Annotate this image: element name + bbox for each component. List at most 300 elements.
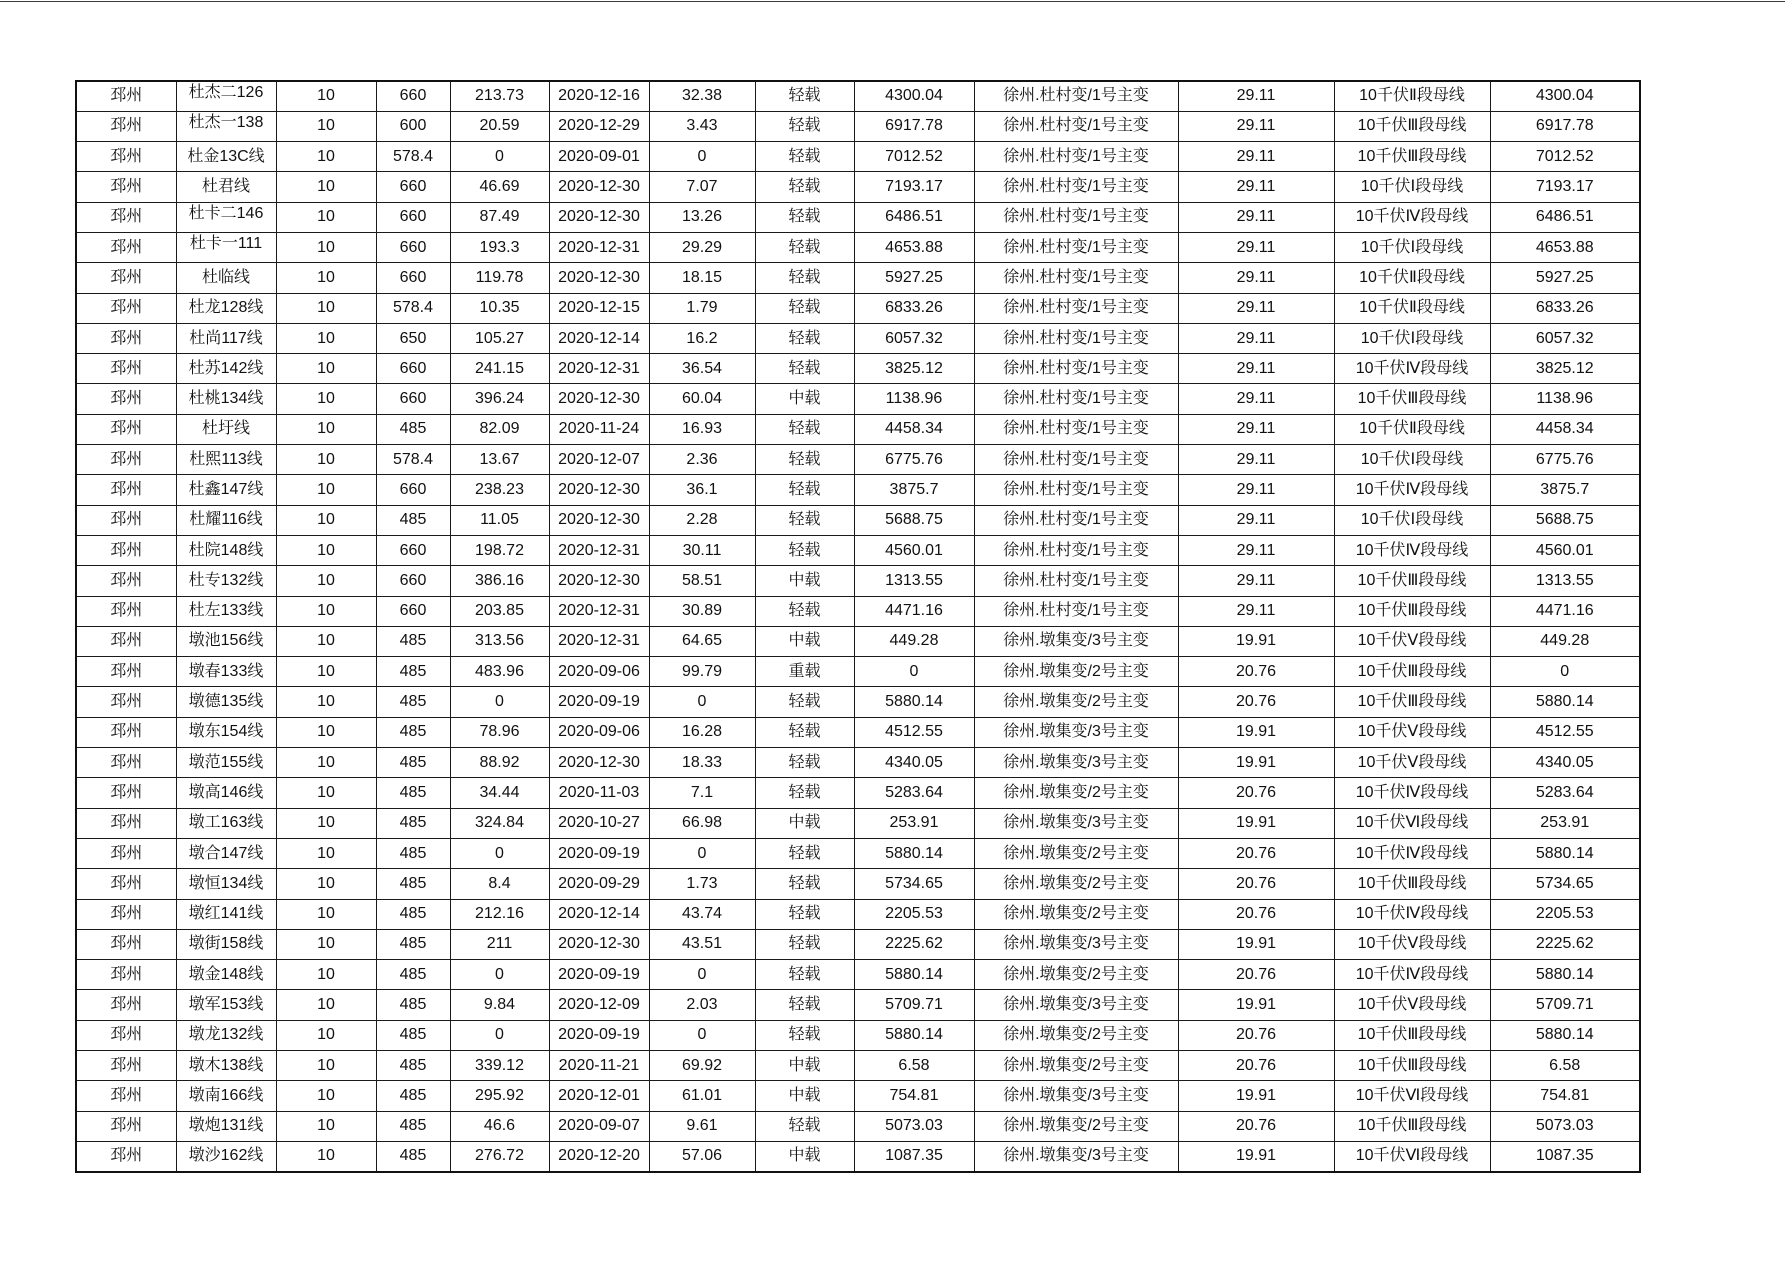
cell-transformer-load-rate: 19.91: [1178, 1141, 1334, 1171]
cell-substation-transformer: 徐州.墩集变/2号主变: [974, 687, 1178, 717]
cell-line-name: 杜龙128线: [176, 293, 276, 323]
cell-transformer-load-rate: 29.11: [1178, 111, 1334, 141]
cell-transformer-load-rate: 29.11: [1178, 535, 1334, 565]
cell-county: 邳州: [76, 717, 176, 747]
cell-substation-transformer: 徐州.杜村变/1号主变: [974, 172, 1178, 202]
cell-load-status: 轻载: [755, 717, 854, 747]
cell-substation-transformer: 徐州.墩集变/2号主变: [974, 960, 1178, 990]
cell-transformer-load-rate: 29.11: [1178, 566, 1334, 596]
cell-max-current: 20.59: [450, 111, 549, 141]
cell-transformer-load-rate: 20.76: [1178, 899, 1334, 929]
cell-line-name: 墩合147线: [176, 838, 276, 868]
table-row: [76, 263, 1640, 293]
cell-substation-transformer: 徐州.杜村变/1号主变: [974, 566, 1178, 596]
cell-bus-section: 10千伏Ⅱ段母线: [1334, 414, 1490, 444]
cell-available-capacity: 7012.52: [854, 142, 974, 172]
cell-peak-date: 2020-12-14: [549, 323, 649, 353]
cell-open-capacity: 4471.16: [1490, 596, 1640, 626]
cell-peak-date: 2020-12-30: [549, 263, 649, 293]
cell-county: 邳州: [76, 566, 176, 596]
cell-voltage: 10: [276, 929, 376, 959]
cell-available-capacity: 3875.7: [854, 475, 974, 505]
cell-voltage: 10: [276, 717, 376, 747]
cell-available-capacity: 4560.01: [854, 535, 974, 565]
cell-substation-transformer: 徐州.墩集变/3号主变: [974, 717, 1178, 747]
cell-rated-current: 485: [376, 838, 450, 868]
cell-available-capacity: 1138.96: [854, 384, 974, 414]
cell-bus-section: 10千伏Ⅱ段母线: [1334, 81, 1490, 111]
cell-county: 邳州: [76, 657, 176, 687]
cell-available-capacity: 6775.76: [854, 445, 974, 475]
cell-max-current: 88.92: [450, 748, 549, 778]
cell-load-rate: 18.33: [649, 748, 755, 778]
cell-peak-date: 2020-12-30: [549, 172, 649, 202]
cell-transformer-load-rate: 29.11: [1178, 323, 1334, 353]
cell-load-status: 轻载: [755, 232, 854, 262]
cell-peak-date: 2020-11-03: [549, 778, 649, 808]
cell-load-rate: 0: [649, 687, 755, 717]
cell-load-status: 轻载: [755, 960, 854, 990]
cell-voltage: 10: [276, 505, 376, 535]
cell-peak-date: 2020-12-31: [549, 596, 649, 626]
cell-county: 邳州: [76, 596, 176, 626]
cell-open-capacity: 5734.65: [1490, 869, 1640, 899]
cell-load-status: 中载: [755, 1141, 854, 1171]
cell-voltage: 10: [276, 384, 376, 414]
cell-line-name: 墩金148线: [176, 960, 276, 990]
cell-voltage: 10: [276, 293, 376, 323]
cell-available-capacity: 6833.26: [854, 293, 974, 323]
cell-voltage: 10: [276, 899, 376, 929]
cell-peak-date: 2020-09-19: [549, 1020, 649, 1050]
cell-voltage: 10: [276, 354, 376, 384]
cell-peak-date: 2020-10-27: [549, 808, 649, 838]
cell-load-rate: 18.15: [649, 263, 755, 293]
cell-rated-current: 485: [376, 929, 450, 959]
cell-available-capacity: 4512.55: [854, 717, 974, 747]
cell-peak-date: 2020-09-19: [549, 960, 649, 990]
cell-bus-section: 10千伏Ⅵ段母线: [1334, 1141, 1490, 1171]
table-row: [76, 899, 1640, 929]
cell-transformer-load-rate: 29.11: [1178, 384, 1334, 414]
cell-bus-section: 10千伏Ⅰ段母线: [1334, 445, 1490, 475]
cell-bus-section: 10千伏Ⅲ段母线: [1334, 657, 1490, 687]
cell-county: 邳州: [76, 202, 176, 232]
cell-load-status: 轻载: [755, 293, 854, 323]
cell-open-capacity: 449.28: [1490, 626, 1640, 656]
cell-open-capacity: 6486.51: [1490, 202, 1640, 232]
cell-available-capacity: 5880.14: [854, 838, 974, 868]
cell-max-current: 0: [450, 838, 549, 868]
cell-rated-current: 485: [376, 657, 450, 687]
cell-voltage: 10: [276, 263, 376, 293]
table-row: [76, 505, 1640, 535]
cell-line-name: 杜鑫147线: [176, 475, 276, 505]
cell-bus-section: 10千伏Ⅲ段母线: [1334, 596, 1490, 626]
cell-max-current: 119.78: [450, 263, 549, 293]
cell-load-status: 中载: [755, 808, 854, 838]
cell-load-status: 轻载: [755, 445, 854, 475]
cell-max-current: 34.44: [450, 778, 549, 808]
cell-county: 邳州: [76, 1081, 176, 1111]
cell-bus-section: 10千伏Ⅲ段母线: [1334, 142, 1490, 172]
cell-max-current: 11.05: [450, 505, 549, 535]
cell-peak-date: 2020-09-07: [549, 1111, 649, 1141]
cell-max-current: 0: [450, 1020, 549, 1050]
cell-line-name: 杜桃134线: [176, 384, 276, 414]
cell-rated-current: 485: [376, 990, 450, 1020]
cell-county: 邳州: [76, 445, 176, 475]
cell-substation-transformer: 徐州.墩集变/3号主变: [974, 990, 1178, 1020]
cell-voltage: 10: [276, 596, 376, 626]
cell-available-capacity: 1313.55: [854, 566, 974, 596]
cell-county: 邳州: [76, 323, 176, 353]
cell-transformer-load-rate: 20.76: [1178, 778, 1334, 808]
cell-substation-transformer: 徐州.墩集变/2号主变: [974, 1051, 1178, 1081]
cell-line-name: 墩南166线: [176, 1081, 276, 1111]
cell-line-name: 墩军153线: [176, 990, 276, 1020]
cell-county: 邳州: [76, 111, 176, 141]
cell-max-current: 324.84: [450, 808, 549, 838]
cell-line-name: 墩炮131线: [176, 1111, 276, 1141]
cell-load-rate: 0: [649, 838, 755, 868]
cell-load-status: 轻载: [755, 535, 854, 565]
cell-rated-current: 578.4: [376, 445, 450, 475]
cell-load-status: 中载: [755, 1051, 854, 1081]
table-row: [76, 808, 1640, 838]
cell-load-rate: 66.98: [649, 808, 755, 838]
cell-open-capacity: 4653.88: [1490, 232, 1640, 262]
cell-substation-transformer: 徐州.杜村变/1号主变: [974, 263, 1178, 293]
cell-open-capacity: 5880.14: [1490, 960, 1640, 990]
cell-bus-section: 10千伏Ⅲ段母线: [1334, 687, 1490, 717]
cell-load-rate: 13.26: [649, 202, 755, 232]
cell-available-capacity: 6486.51: [854, 202, 974, 232]
cell-peak-date: 2020-12-01: [549, 1081, 649, 1111]
table-row: [76, 475, 1640, 505]
cell-bus-section: 10千伏Ⅵ段母线: [1334, 808, 1490, 838]
cell-voltage: 10: [276, 535, 376, 565]
cell-substation-transformer: 徐州.杜村变/1号主变: [974, 293, 1178, 323]
cell-max-current: 238.23: [450, 475, 549, 505]
cell-available-capacity: 5927.25: [854, 263, 974, 293]
table-row: [76, 535, 1640, 565]
cell-county: 邳州: [76, 142, 176, 172]
cell-available-capacity: 2225.62: [854, 929, 974, 959]
cell-line-name: 墩木138线: [176, 1051, 276, 1081]
cell-load-status: 轻载: [755, 414, 854, 444]
cell-max-current: 9.84: [450, 990, 549, 1020]
cell-peak-date: 2020-12-30: [549, 566, 649, 596]
cell-max-current: 0: [450, 960, 549, 990]
cell-max-current: 213.73: [450, 81, 549, 111]
cell-rated-current: 485: [376, 414, 450, 444]
cell-voltage: 10: [276, 778, 376, 808]
cell-max-current: 87.49: [450, 202, 549, 232]
cell-transformer-load-rate: 29.11: [1178, 293, 1334, 323]
cell-load-status: 轻载: [755, 929, 854, 959]
cell-transformer-load-rate: 29.11: [1178, 142, 1334, 172]
cell-line-name: 墩高146线: [176, 778, 276, 808]
cell-available-capacity: 6917.78: [854, 111, 974, 141]
cell-available-capacity: 5880.14: [854, 1020, 974, 1050]
cell-load-status: 重载: [755, 657, 854, 687]
cell-line-name: 墩龙132线: [176, 1020, 276, 1050]
cell-transformer-load-rate: 19.91: [1178, 748, 1334, 778]
cell-load-rate: 60.04: [649, 384, 755, 414]
cell-max-current: 0: [450, 142, 549, 172]
cell-county: 邳州: [76, 1020, 176, 1050]
cell-available-capacity: 449.28: [854, 626, 974, 656]
cell-line-name: 墩春133线: [176, 657, 276, 687]
cell-load-rate: 32.38: [649, 81, 755, 111]
cell-available-capacity: 4653.88: [854, 232, 974, 262]
cell-open-capacity: 7012.52: [1490, 142, 1640, 172]
cell-max-current: 46.69: [450, 172, 549, 202]
cell-load-status: 轻载: [755, 687, 854, 717]
cell-peak-date: 2020-12-31: [549, 354, 649, 384]
cell-transformer-load-rate: 29.11: [1178, 414, 1334, 444]
cell-rated-current: 485: [376, 1020, 450, 1050]
cell-substation-transformer: 徐州.墩集变/2号主变: [974, 838, 1178, 868]
cell-load-rate: 16.28: [649, 717, 755, 747]
cell-load-status: 中载: [755, 384, 854, 414]
cell-county: 邳州: [76, 475, 176, 505]
table-row: [76, 1111, 1640, 1141]
cell-open-capacity: 4340.05: [1490, 748, 1640, 778]
cell-substation-transformer: 徐州.墩集变/2号主变: [974, 1020, 1178, 1050]
cell-line-name: 墩红141线: [176, 899, 276, 929]
cell-available-capacity: 5880.14: [854, 687, 974, 717]
cell-open-capacity: 5073.03: [1490, 1111, 1640, 1141]
table-row: [76, 687, 1640, 717]
cell-max-current: 46.6: [450, 1111, 549, 1141]
cell-load-status: 轻载: [755, 81, 854, 111]
cell-transformer-load-rate: 29.11: [1178, 475, 1334, 505]
cell-load-rate: 1.79: [649, 293, 755, 323]
cell-substation-transformer: 徐州.杜村变/1号主变: [974, 384, 1178, 414]
cell-substation-transformer: 徐州.杜村变/1号主变: [974, 445, 1178, 475]
cell-county: 邳州: [76, 687, 176, 717]
cell-county: 邳州: [76, 869, 176, 899]
cell-max-current: 198.72: [450, 535, 549, 565]
table-row: [76, 384, 1640, 414]
cell-available-capacity: 4471.16: [854, 596, 974, 626]
cell-open-capacity: 5927.25: [1490, 263, 1640, 293]
cell-available-capacity: 6.58: [854, 1051, 974, 1081]
cell-voltage: 10: [276, 323, 376, 353]
cell-load-rate: 16.2: [649, 323, 755, 353]
cell-peak-date: 2020-12-29: [549, 111, 649, 141]
cell-rated-current: 660: [376, 81, 450, 111]
cell-open-capacity: 2225.62: [1490, 929, 1640, 959]
cell-available-capacity: 6057.32: [854, 323, 974, 353]
table-row: [76, 1141, 1640, 1171]
cell-substation-transformer: 徐州.杜村变/1号主变: [974, 142, 1178, 172]
cell-line-name: 墩德135线: [176, 687, 276, 717]
cell-bus-section: 10千伏Ⅴ段母线: [1334, 717, 1490, 747]
cell-peak-date: 2020-09-06: [549, 657, 649, 687]
cell-bus-section: 10千伏Ⅲ段母线: [1334, 1111, 1490, 1141]
table-row: [76, 354, 1640, 384]
cell-load-status: 轻载: [755, 202, 854, 232]
cell-peak-date: 2020-12-31: [549, 626, 649, 656]
cell-max-current: 295.92: [450, 1081, 549, 1111]
cell-rated-current: 660: [376, 475, 450, 505]
cell-open-capacity: 253.91: [1490, 808, 1640, 838]
cell-open-capacity: 4560.01: [1490, 535, 1640, 565]
cell-substation-transformer: 徐州.墩集变/2号主变: [974, 899, 1178, 929]
table-row: [76, 111, 1640, 141]
cell-rated-current: 485: [376, 717, 450, 747]
cell-transformer-load-rate: 20.76: [1178, 838, 1334, 868]
cell-county: 邳州: [76, 1111, 176, 1141]
cell-load-rate: 58.51: [649, 566, 755, 596]
cell-peak-date: 2020-12-16: [549, 81, 649, 111]
cell-county: 邳州: [76, 414, 176, 444]
cell-voltage: 10: [276, 142, 376, 172]
cell-max-current: 203.85: [450, 596, 549, 626]
cell-load-status: 轻载: [755, 869, 854, 899]
cell-open-capacity: 4300.04: [1490, 81, 1640, 111]
cell-transformer-load-rate: 19.91: [1178, 717, 1334, 747]
cell-rated-current: 660: [376, 535, 450, 565]
table-row: [76, 748, 1640, 778]
cell-substation-transformer: 徐州.杜村变/1号主变: [974, 414, 1178, 444]
cell-transformer-load-rate: 29.11: [1178, 172, 1334, 202]
cell-voltage: 10: [276, 445, 376, 475]
cell-line-name: 墩工163线: [176, 808, 276, 838]
cell-available-capacity: 0: [854, 657, 974, 687]
cell-available-capacity: 7193.17: [854, 172, 974, 202]
cell-load-rate: 99.79: [649, 657, 755, 687]
cell-bus-section: 10千伏Ⅳ段母线: [1334, 202, 1490, 232]
cell-substation-transformer: 徐州.杜村变/1号主变: [974, 354, 1178, 384]
cell-available-capacity: 5073.03: [854, 1111, 974, 1141]
cell-load-status: 轻载: [755, 323, 854, 353]
cell-peak-date: 2020-11-24: [549, 414, 649, 444]
cell-peak-date: 2020-09-19: [549, 838, 649, 868]
cell-line-name: 墩沙162线: [176, 1141, 276, 1171]
cell-substation-transformer: 徐州.墩集变/2号主变: [974, 657, 1178, 687]
cell-max-current: 82.09: [450, 414, 549, 444]
table-row: [76, 81, 1640, 111]
cell-voltage: 10: [276, 1081, 376, 1111]
cell-load-status: 轻载: [755, 1111, 854, 1141]
table-body: [76, 81, 1640, 1172]
cell-peak-date: 2020-09-19: [549, 687, 649, 717]
cell-load-status: 轻载: [755, 990, 854, 1020]
cell-line-name: 杜左133线: [176, 596, 276, 626]
cell-load-status: 轻载: [755, 838, 854, 868]
cell-open-capacity: 5880.14: [1490, 1020, 1640, 1050]
cell-substation-transformer: 徐州.杜村变/1号主变: [974, 505, 1178, 535]
cell-bus-section: 10千伏Ⅰ段母线: [1334, 172, 1490, 202]
cell-load-rate: 7.1: [649, 778, 755, 808]
cell-load-rate: 7.07: [649, 172, 755, 202]
cell-max-current: 10.35: [450, 293, 549, 323]
cell-line-name: 杜卡二146: [176, 202, 276, 232]
cell-substation-transformer: 徐州.墩集变/3号主变: [974, 1081, 1178, 1111]
cell-line-name: 墩东154线: [176, 717, 276, 747]
cell-bus-section: 10千伏Ⅳ段母线: [1334, 778, 1490, 808]
cell-load-rate: 30.11: [649, 535, 755, 565]
cell-load-status: 轻载: [755, 172, 854, 202]
cell-line-name: 杜临线: [176, 263, 276, 293]
cell-open-capacity: 1138.96: [1490, 384, 1640, 414]
cell-bus-section: 10千伏Ⅲ段母线: [1334, 111, 1490, 141]
cell-open-capacity: 7193.17: [1490, 172, 1640, 202]
page-top-rule: [0, 1, 1785, 2]
cell-line-name: 杜院148线: [176, 535, 276, 565]
cell-voltage: 10: [276, 1020, 376, 1050]
cell-county: 邳州: [76, 1141, 176, 1171]
cell-bus-section: 10千伏Ⅲ段母线: [1334, 384, 1490, 414]
cell-substation-transformer: 徐州.杜村变/1号主变: [974, 535, 1178, 565]
cell-substation-transformer: 徐州.墩集变/2号主变: [974, 778, 1178, 808]
cell-county: 邳州: [76, 990, 176, 1020]
cell-max-current: 0: [450, 687, 549, 717]
table-row: [76, 657, 1640, 687]
cell-county: 邳州: [76, 778, 176, 808]
cell-bus-section: 10千伏Ⅲ段母线: [1334, 1020, 1490, 1050]
cell-load-status: 轻载: [755, 899, 854, 929]
cell-substation-transformer: 徐州.杜村变/1号主变: [974, 475, 1178, 505]
cell-load-rate: 64.65: [649, 626, 755, 656]
cell-voltage: 10: [276, 1111, 376, 1141]
cell-county: 邳州: [76, 384, 176, 414]
cell-load-rate: 36.54: [649, 354, 755, 384]
cell-bus-section: 10千伏Ⅲ段母线: [1334, 566, 1490, 596]
cell-bus-section: 10千伏Ⅴ段母线: [1334, 748, 1490, 778]
cell-rated-current: 485: [376, 1141, 450, 1171]
cell-line-name: 墩池156线: [176, 626, 276, 656]
cell-load-rate: 0: [649, 142, 755, 172]
cell-load-rate: 1.73: [649, 869, 755, 899]
cell-voltage: 10: [276, 657, 376, 687]
cell-voltage: 10: [276, 748, 376, 778]
cell-rated-current: 485: [376, 1081, 450, 1111]
cell-voltage: 10: [276, 960, 376, 990]
cell-county: 邳州: [76, 535, 176, 565]
cell-max-current: 313.56: [450, 626, 549, 656]
cell-bus-section: 10千伏Ⅱ段母线: [1334, 263, 1490, 293]
table-row: [76, 142, 1640, 172]
cell-transformer-load-rate: 20.76: [1178, 869, 1334, 899]
cell-load-status: 中载: [755, 1081, 854, 1111]
cell-line-name: 杜杰一138: [176, 111, 276, 141]
cell-substation-transformer: 徐州.墩集变/3号主变: [974, 626, 1178, 656]
cell-open-capacity: 3875.7: [1490, 475, 1640, 505]
cell-transformer-load-rate: 20.76: [1178, 960, 1334, 990]
cell-peak-date: 2020-12-07: [549, 445, 649, 475]
cell-peak-date: 2020-12-30: [549, 202, 649, 232]
cell-bus-section: 10千伏Ⅴ段母线: [1334, 990, 1490, 1020]
cell-peak-date: 2020-12-31: [549, 535, 649, 565]
cell-max-current: 339.12: [450, 1051, 549, 1081]
table-row: [76, 414, 1640, 444]
cell-available-capacity: 5880.14: [854, 960, 974, 990]
cell-peak-date: 2020-11-21: [549, 1051, 649, 1081]
cell-line-name: 杜圩线: [176, 414, 276, 444]
cell-open-capacity: 6775.76: [1490, 445, 1640, 475]
cell-voltage: 10: [276, 202, 376, 232]
cell-peak-date: 2020-12-14: [549, 899, 649, 929]
cell-transformer-load-rate: 20.76: [1178, 1111, 1334, 1141]
cell-load-rate: 3.43: [649, 111, 755, 141]
cell-line-name: 杜耀116线: [176, 505, 276, 535]
cell-bus-section: 10千伏Ⅳ段母线: [1334, 838, 1490, 868]
